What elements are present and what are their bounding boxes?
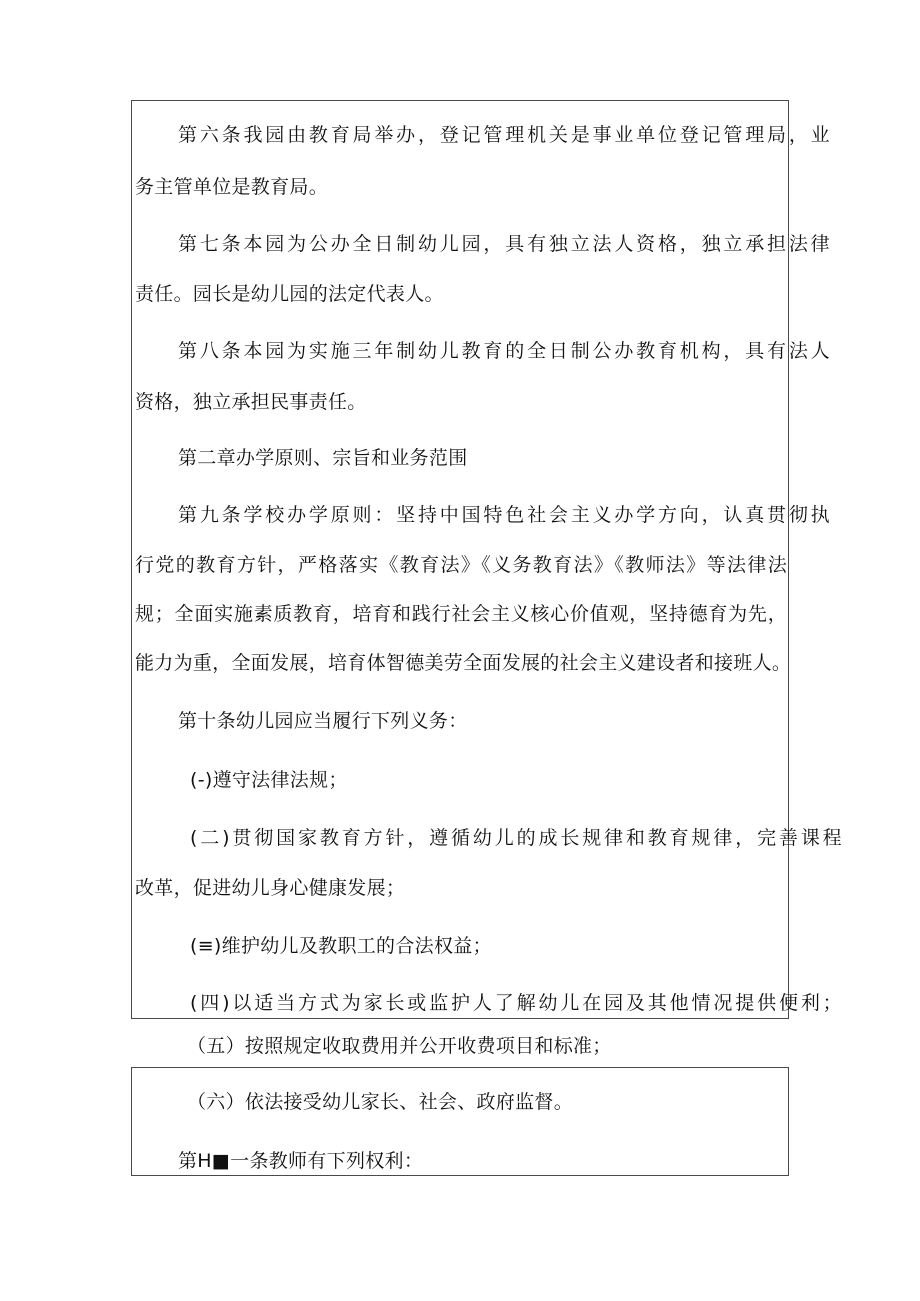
item-1: (-)遵守法律法规；	[190, 769, 348, 791]
article-10: 第十条幼儿园应当履行下列义务：	[178, 710, 468, 732]
article-6-line-2: 务主管单位是教育局。	[135, 176, 329, 198]
article-9-line-4: 能力为重，全面发展，培育体智德美劳全面发展的社会主义建设者和接班人。	[135, 652, 792, 674]
item-3: (≡)维护幼儿及教职工的合法权益；	[190, 935, 492, 957]
article-8-line-2: 资格，独立承担民事责任。	[135, 391, 367, 413]
article-7-line-1: 第七条本园为公办全日制幼儿园，具有独立法人资格，独立承担法律	[178, 233, 830, 255]
item-5: （五）按照规定收取费用并公开收费项目和标准；	[187, 1035, 612, 1057]
item-2-line-2: 改革，促进幼儿身心健康发展；	[135, 877, 406, 899]
article-8-line-1: 第八条本园为实施三年制幼儿教育的全日制公办教育机构，具有法人	[178, 340, 830, 362]
article-9-line-1: 第九条学校办学原则：坚持中国特色社会主义办学方向，认真贯彻执	[178, 504, 830, 526]
article-7-line-2: 责任。园长是幼儿园的法定代表人。	[135, 283, 444, 305]
article-11: 第H■一条教师有下列权利：	[178, 1150, 424, 1172]
article-9-line-3: 规；全面实施素质教育，培育和践行社会主义核心价值观，坚持德育为先，	[135, 603, 787, 625]
chapter-2-heading: 第二章办学原则、宗旨和业务范围	[178, 447, 468, 469]
item-6: （六）依法接受幼儿家长、社会、政府监督。	[187, 1091, 574, 1113]
article-9-line-2: 行党的教育方针，严格落实《教育法》《义务教育法》《教师法》等法律法	[135, 554, 787, 576]
item-4: (四)以适当方式为家长或监护人了解幼儿在园及其他情况提供便利；	[190, 992, 842, 1014]
item-2-line-1: (二)贯彻国家教育方针，遵循幼儿的成长规律和教育规律，完善课程	[190, 827, 842, 849]
article-6-line-1: 第六条我园由教育局举办，登记管理机关是事业单位登记管理局，业	[178, 124, 830, 146]
